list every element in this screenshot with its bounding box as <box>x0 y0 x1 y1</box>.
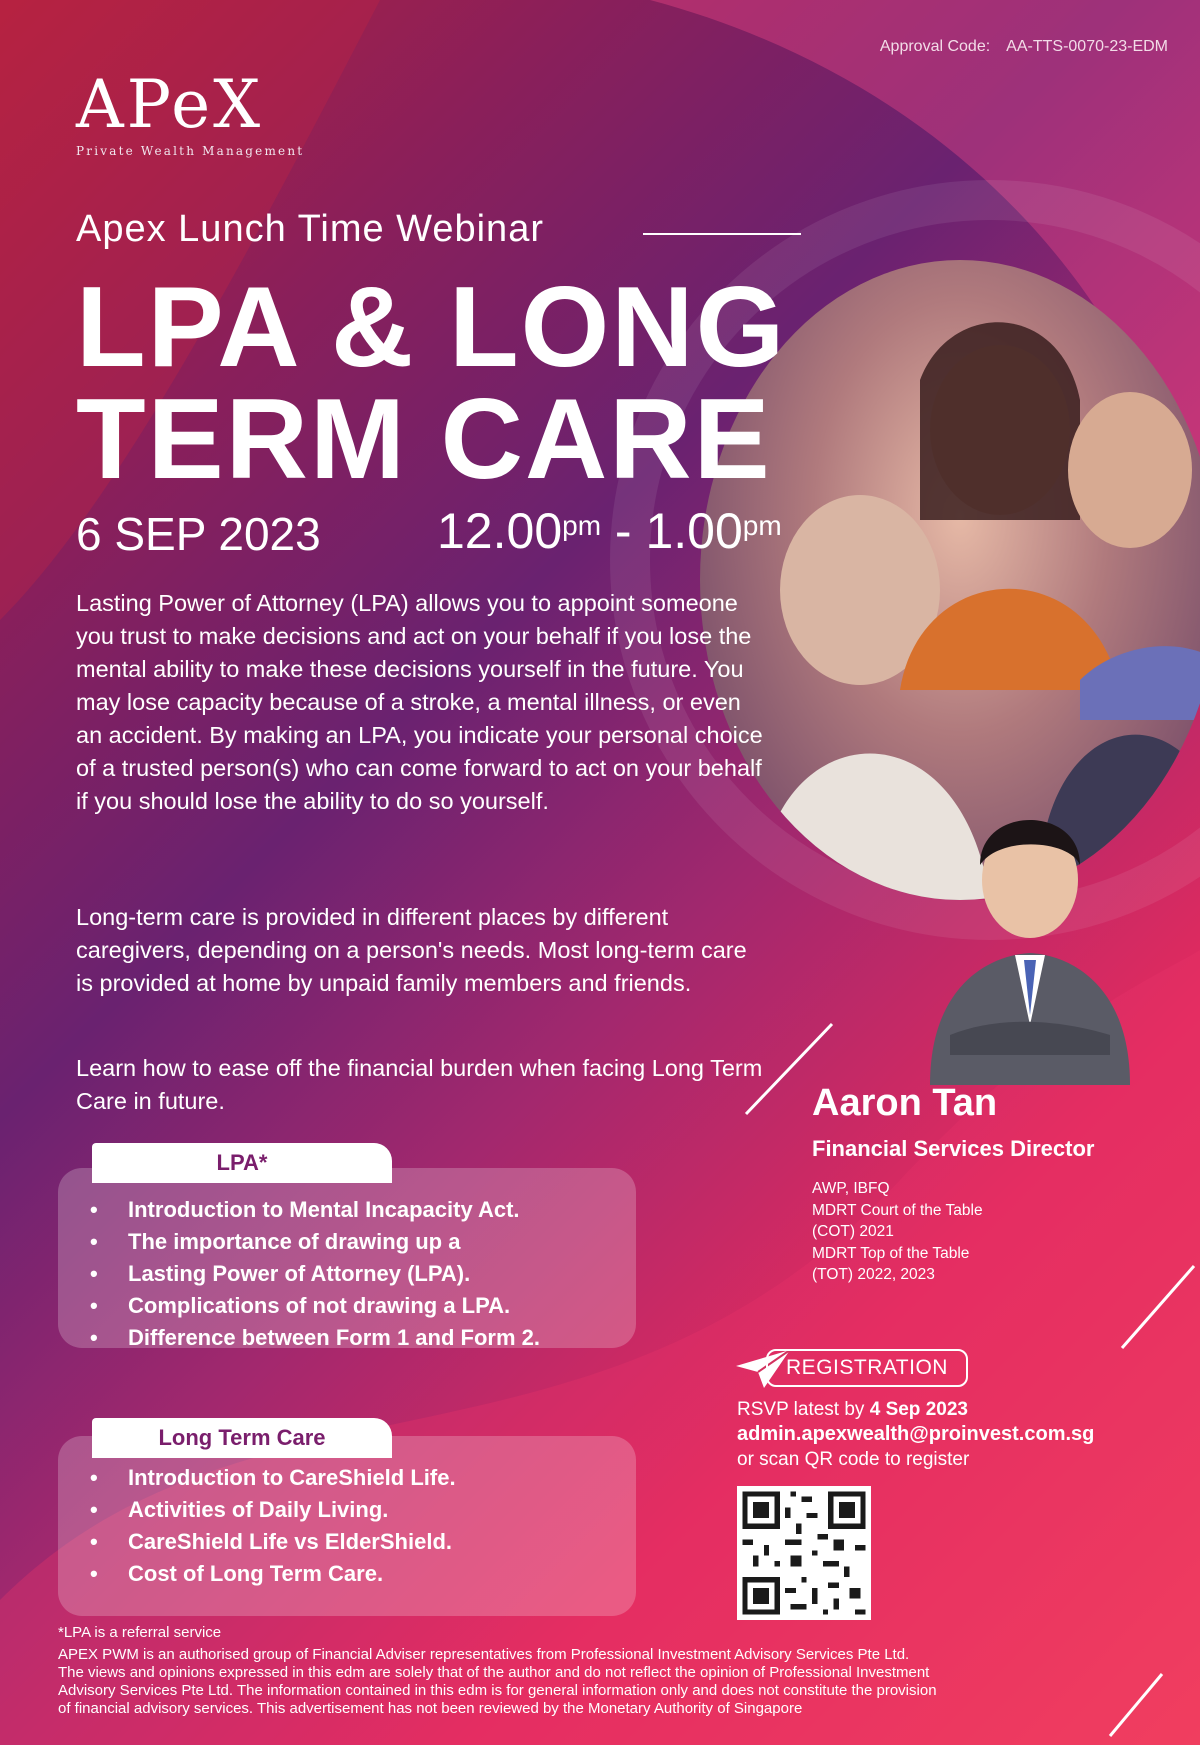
ltc-topics-list <box>58 1436 636 1590</box>
disclaimer-line: Advisory Services Pte Ltd. The information contained in this edm is for general information only and does not constitute the provision <box>58 1682 937 1699</box>
event-title <box>76 264 787 503</box>
rsvp-date: 4 Sep 2023 <box>869 1399 968 1420</box>
time-separator: - <box>601 503 646 559</box>
speaker-credentials <box>812 1178 983 1286</box>
logo-tagline: Private Wealth Management <box>76 144 305 158</box>
disclaimer-line: of financial advisory services. This advertisement has not been reviewed by the Monetary Authority of Singapore <box>58 1700 803 1717</box>
lpa-paragraph: Lasting Power of Attorney (LPA) allows you to appoint someone you trust to make decisions and act on your behalf if you lose the mental ability to make these decisions yourself in the future. You may lose capacity because of a stroke, a mental illness, or even an accident. By making an LPA, you indicate your personal choice of a trusted person(s) who can come forward to act on your behalf if you should lose the ability to do so yourself. <box>76 590 763 814</box>
list-item: • Difference between Form 1 and Form 2. <box>128 1322 636 1354</box>
list-item: • Activities of Daily Living. <box>128 1494 636 1526</box>
qr-code[interactable] <box>737 1486 871 1620</box>
referral-note: *LPA is a referral service <box>58 1624 222 1641</box>
registration-button[interactable]: REGISTRATION <box>766 1349 968 1387</box>
list-item: • The importance of drawing up a <box>128 1226 636 1258</box>
logo-wordmark: APeX <box>76 66 264 143</box>
title-line-2: TERM CARE <box>76 376 772 503</box>
speaker-role: Financial Services Director <box>812 1136 1095 1161</box>
list-item-continuation: • Lasting Power of Attorney (LPA). <box>128 1258 636 1290</box>
event-time <box>437 502 782 560</box>
speaker-photo <box>920 785 1140 1085</box>
credential-line: AWP, IBFQ <box>812 1180 890 1197</box>
decor-slash <box>1118 1262 1198 1352</box>
credential-line: (TOT) 2022, 2023 <box>812 1266 935 1283</box>
list-item: • Cost of Long Term Care. <box>128 1558 636 1590</box>
ltc-section-tab: Long Term Care <box>92 1418 392 1458</box>
credential-line: MDRT Court of the Table <box>812 1201 983 1219</box>
approval-code <box>880 38 1168 56</box>
subtitle-rule <box>643 233 801 235</box>
time-start: 12.00 <box>437 503 563 559</box>
rsvp-prefix: RSVP latest by <box>737 1399 870 1420</box>
apex-logo <box>76 66 305 158</box>
disclaimer-line: APEX PWM is an authorised group of Financial Adviser representatives from Professional Investment Advisory Services Pte Ltd. <box>58 1646 910 1663</box>
scan-instruction: or scan QR code to register <box>737 1449 970 1470</box>
speaker-name: Aaron Tan <box>812 1082 998 1124</box>
approval-value: AA-TTS-0070-23-EDM <box>1006 38 1168 55</box>
time-start-suffix: pm <box>562 510 602 541</box>
list-item: • Introduction to CareShield Life. <box>128 1462 636 1494</box>
event-subtitle: Apex Lunch Time Webinar <box>76 208 544 250</box>
credential-line: (COT) 2021 <box>812 1223 894 1240</box>
credential-line: MDRT Top of the Table <box>812 1244 970 1262</box>
lpa-topics-list <box>58 1168 636 1354</box>
disclaimer <box>58 1646 1158 1718</box>
ltc-topics-box <box>58 1436 636 1616</box>
title-line-1: LPA & LONG <box>76 264 787 391</box>
list-item: • Introduction to Mental Incapacity Act. <box>128 1194 636 1226</box>
rsvp-deadline <box>737 1397 968 1422</box>
approval-label: Approval Code: <box>879 38 991 55</box>
list-item: • CareShield Life vs ElderShield. <box>128 1526 636 1558</box>
lpa-section-tab: LPA* <box>92 1143 392 1183</box>
disclaimer-line: The views and opinions expressed in this edm are solely that of the author and do not reflect the opinion of Professional Investment <box>58 1664 930 1681</box>
time-end: 1.00 <box>645 503 743 559</box>
learn-paragraph: Learn how to ease off the financial burden when facing Long Term Care in future. <box>76 1055 763 1114</box>
time-end-suffix: pm <box>742 510 782 541</box>
list-item: • Complications of not drawing a LPA. <box>128 1290 636 1322</box>
lpa-topics-box <box>58 1168 636 1348</box>
event-date: 6 SEP 2023 <box>76 508 321 560</box>
ltc-paragraph: Long-term care is provided in different places by different caregivers, depending on a person's needs. Most long-term care is provided at home by unpaid family members and friends. <box>76 904 747 996</box>
registration-email-link[interactable]: admin.apexwealth@proinvest.com.sg <box>737 1423 1095 1445</box>
